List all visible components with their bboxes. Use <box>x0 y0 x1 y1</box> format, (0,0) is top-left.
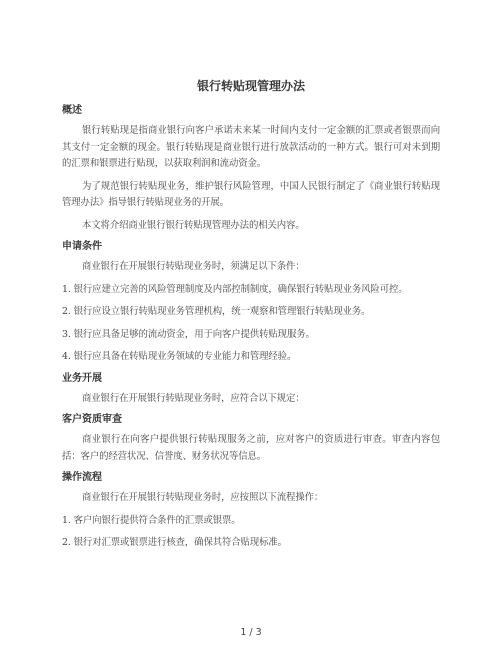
paragraph: 商业银行在开展银行转贴现业务时，应按照以下流程操作： <box>82 492 324 503</box>
section-heading-business: 业务开展 <box>62 372 102 384</box>
list-item: 2. 银行应设立银行转贴现业务管理机构，统一观察和管理银行转贴现业务。 <box>62 306 371 317</box>
page-indicator: 1 / 3 <box>240 627 262 638</box>
document-content <box>62 78 440 558</box>
list-item: 1. 客户向银行提供符合条件的汇票或银票。 <box>62 514 241 526</box>
paragraph: 商业银行在向客户提供银行转贴现服务之前，应对客户的资质进行审查。审查内容包括：客户的经营状况、信誉度、财务状况等信息。 <box>62 434 440 462</box>
section-heading-requirements: 申请条件 <box>62 241 102 252</box>
paragraph: 商业银行在开展银行转贴现业务时，应符合以下规定： <box>82 392 305 404</box>
paragraph: 商业银行在开展银行转贴现业务时，须满足以下条件： <box>82 261 305 272</box>
list-item: 1. 银行应建立完善的风险管理制度及内部控制制度，确保银行转贴现业务风险可控。 <box>62 283 408 295</box>
section-heading-procedure: 操作流程 <box>62 472 102 483</box>
list-item: 2. 银行对汇票或银票进行核查，确保其符合贴现标准。 <box>62 537 287 548</box>
paragraph: 银行转贴现是指商业银行向客户承诺未来某一时间内支付一定金额的汇票或者银票而向其支付一定金额的现金。银行转贴现是商业银行进行放款活动的一种方式。银行可对未到期的汇票和银票进行贴现，以获取利润和流动资金。 <box>62 125 440 169</box>
section-heading-client-review: 客户资质审查 <box>62 414 122 425</box>
document-title: 银行转贴现管理办法 <box>196 79 305 93</box>
section-heading-overview: 概述 <box>62 105 82 116</box>
list-item: 4. 银行应具备在转贴现业务领域的专业能力和管理经验。 <box>62 351 297 362</box>
paragraph: 为了规范银行转贴现业务，维护银行风险管理，中国人民银行制定了《商业银行转贴现管理办法》指导银行转贴现业务的开展。 <box>62 180 440 208</box>
list-item: 3. 银行应具备足够的流动资金，用于向客户提供转贴现服务。 <box>62 328 315 340</box>
paragraph: 本文将介绍商业银行银行转贴现管理办法的相关内容。 <box>82 219 305 231</box>
